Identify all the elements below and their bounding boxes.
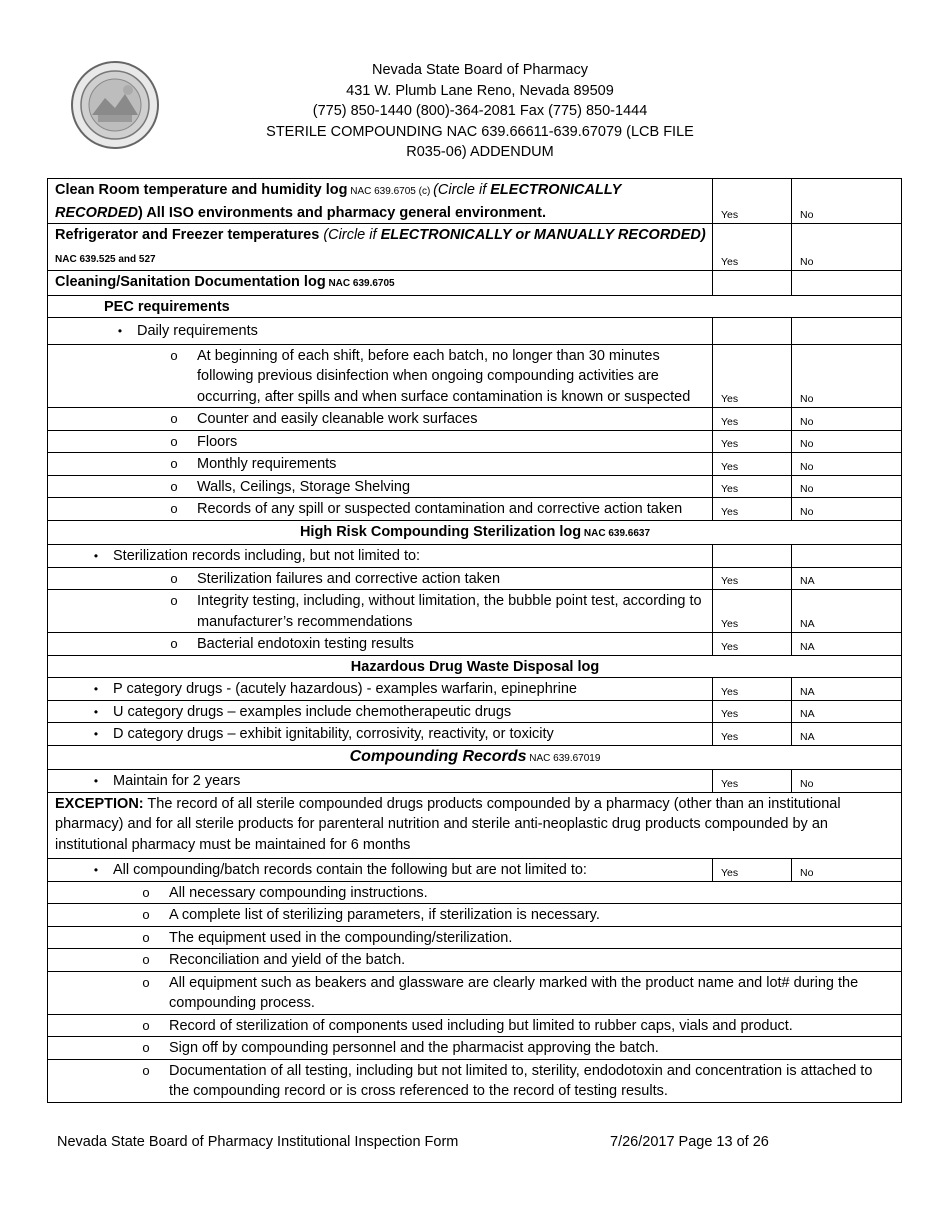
circle-bullet-icon: o (170, 478, 178, 494)
list-item (48, 723, 713, 746)
circle-bullet-icon: o (142, 929, 150, 945)
no-option[interactable]: No (792, 430, 902, 453)
circle-bullet-icon: o (170, 347, 178, 363)
table-row (48, 224, 902, 271)
list-item (48, 498, 713, 521)
list-item (48, 904, 902, 927)
table-row (48, 1059, 902, 1102)
circle-bullet-icon: o (142, 1062, 150, 1078)
no-option[interactable]: No (792, 224, 902, 271)
circle-bullet-icon: o (142, 884, 150, 900)
item-text: U category drugs – examples include chemotherapeutic drugs (113, 703, 512, 720)
item-text: Records of any spill or suspected contamination and corrective action taken (197, 501, 683, 517)
yes-option[interactable]: Yes (713, 475, 792, 498)
list-item (48, 949, 902, 972)
item-text: All necessary compounding instructions. (169, 884, 428, 901)
empty-cell (792, 545, 902, 568)
circle-bullet-icon: o (170, 593, 178, 608)
circle-bullet-icon: o (142, 952, 150, 967)
no-option[interactable]: No (792, 344, 902, 408)
form-title-line2: R035-06) ADDENDUM (406, 144, 554, 160)
yes-option[interactable]: Yes (713, 723, 792, 746)
list-item (48, 1059, 902, 1102)
list-item (48, 453, 713, 476)
table-row (48, 453, 902, 476)
list-item (48, 971, 902, 1014)
item-text: Floors (197, 433, 238, 450)
table-row (48, 904, 902, 927)
board-phone: (775) 850-1440 (800)-364-2081 Fax (775) 850-1444 (312, 103, 648, 119)
yes-option[interactable]: Yes (713, 567, 792, 590)
no-option[interactable]: No (792, 770, 902, 793)
circle-bullet-icon: o (170, 433, 178, 449)
section-title: High Risk Compounding Sterilization log (299, 523, 582, 540)
yes-option[interactable]: Yes (713, 453, 792, 476)
empty-cell (792, 271, 902, 296)
item-text: All compounding/batch records contain the following but are not limited to: (113, 862, 587, 878)
refrigerator-title: Refrigerator and Freezer temperatures (55, 227, 320, 243)
no-option[interactable]: No (792, 453, 902, 476)
cleaning-cell (48, 271, 713, 296)
yes-option[interactable]: Yes (713, 859, 792, 882)
list-item (48, 590, 713, 633)
bullet-icon: • (117, 324, 123, 338)
bullet-icon: • (93, 549, 99, 563)
item-text: Monthly requirements (197, 456, 337, 472)
item-text: Integrity testing, including, without limitation, the bubble point test, according to manufacturer’s recommendations (197, 593, 702, 630)
table-row (48, 271, 902, 296)
nac-ref: NAC 639.6705 (325, 278, 395, 289)
hazardous-heading: Hazardous Drug Waste Disposal log (48, 655, 902, 678)
item-text: Bacterial endotoxin testing results (197, 636, 414, 652)
circle-bullet-icon: o (170, 501, 178, 516)
table-row (48, 567, 902, 590)
empty-cell (713, 318, 792, 345)
table-row (48, 745, 902, 770)
yes-option[interactable]: Yes (713, 430, 792, 453)
yes-option[interactable]: Yes (713, 633, 792, 656)
yes-option[interactable]: Yes (713, 700, 792, 723)
table-row (48, 545, 902, 568)
yes-option[interactable]: Yes (713, 770, 792, 793)
list-item (48, 633, 713, 656)
yes-option[interactable]: Yes (713, 179, 792, 224)
circle-bullet-icon: o (170, 570, 178, 586)
table-row (48, 1014, 902, 1037)
pec-requirements: PEC requirements (48, 295, 902, 318)
empty-cell (792, 318, 902, 345)
list-item (48, 430, 713, 453)
list-item (48, 926, 902, 949)
item-text: Counter and easily cleanable work surfaces (197, 411, 478, 427)
item-text: D category drugs – exhibit ignitability, corrosivity, reactivity, or toxicity (113, 726, 554, 742)
item-text: Reconciliation and yield of the batch. (169, 952, 406, 968)
nac-ref: NAC 639.525 and 527 (55, 253, 156, 265)
board-address: 431 W. Plumb Lane Reno, Nevada 89509 (346, 82, 614, 99)
bullet-icon: • (93, 682, 99, 696)
bullet-icon: • (93, 727, 99, 741)
table-row (48, 295, 902, 318)
item-text: The equipment used in the compounding/sterilization. (169, 929, 513, 946)
table-row (48, 1037, 902, 1060)
list-item (48, 567, 713, 590)
high-risk-heading (48, 520, 902, 545)
item-text: Sterilization failures and corrective action taken (197, 570, 501, 587)
clean-room-title: Clean Room temperature and humidity log (55, 182, 348, 198)
circle-note-bold: ELECTRONICALLY RECORDED (55, 182, 622, 221)
letterhead (160, 60, 800, 163)
no-option[interactable]: No (792, 498, 902, 521)
item-text: Documentation of all testing, including but not limited to, sterility, endodotoxin and concentration is attached to the compounding record or is cross referenced to the record of testing results. (169, 1062, 873, 1099)
circle-note: (Circle if (319, 227, 381, 243)
cleaning-title: Cleaning/Sanitation Documentation log (55, 274, 326, 290)
exception-text: The record of all sterile compounded drugs products compounded by a pharmacy (other than an institutional pharmacy) and for all sterile products for parenteral nutrition and sterile anti-neoplastic drug products compounded by an institutional pharmacy must be maintained for 6 months (55, 795, 841, 853)
table-row (48, 655, 902, 678)
table-row (48, 475, 902, 498)
list-item (48, 408, 713, 431)
daily-cell (48, 318, 713, 345)
compounding-records-heading (48, 745, 902, 770)
no-option[interactable]: No (792, 408, 902, 431)
list-item (48, 475, 713, 498)
table-row (48, 792, 902, 859)
na-option[interactable]: NA (792, 700, 902, 723)
item-text: Sterilization records including, but not limited to: (113, 548, 421, 564)
yes-option[interactable]: Yes (713, 498, 792, 521)
item-text: At beginning of each shift, before each batch, no longer than 30 minutes following previous disinfection when ongoing compounding activities are occurring, after spills and when surface contamination is known or suspected (197, 347, 691, 405)
table-row (48, 633, 902, 656)
list-item (48, 1037, 902, 1060)
item-text: Record of sterilization of components used including but limited to rubber caps, vials and product. (169, 1017, 793, 1034)
list-item (48, 678, 713, 701)
empty-cell (713, 271, 792, 296)
empty-cell (713, 545, 792, 568)
no-option[interactable]: No (792, 475, 902, 498)
na-option[interactable]: NA (792, 678, 902, 701)
list-item (48, 1014, 902, 1037)
no-option[interactable]: No (792, 179, 902, 224)
na-option[interactable]: NA (792, 590, 902, 633)
table-row (48, 498, 902, 521)
table-row (48, 700, 902, 723)
refrigerator-cell (48, 224, 713, 271)
circle-bullet-icon: o (142, 907, 150, 922)
yes-option[interactable]: Yes (713, 678, 792, 701)
footer-page-info: 7/26/2017 Page 13 of 26 (610, 1134, 769, 1150)
list-item (48, 545, 713, 568)
clean-room-scope: All ISO environments and pharmacy general environment. (142, 204, 546, 221)
yes-option[interactable]: Yes (713, 224, 792, 271)
table-row (48, 859, 902, 882)
item-text: P category drugs - (acutely hazardous) - examples warfarin, epinephrine (113, 681, 577, 697)
nevada-state-seal-icon (70, 60, 160, 150)
table-row (48, 949, 902, 972)
clean-room-cell (48, 179, 713, 224)
circle-note-bold: ELECTRONICALLY or MANUALLY RECORDED) (380, 227, 706, 243)
list-item (48, 344, 713, 408)
nac-ref: NAC 639.6705 (c) (347, 186, 434, 197)
circle-note-end: ) (137, 204, 143, 221)
circle-bullet-icon: o (170, 411, 178, 426)
na-option[interactable]: NA (792, 633, 902, 656)
item-text: Sign off by compounding personnel and the pharmacist approving the batch. (169, 1040, 659, 1056)
yes-option[interactable]: Yes (713, 408, 792, 431)
table-row (48, 723, 902, 746)
list-item (48, 881, 902, 904)
yes-option[interactable]: Yes (713, 344, 792, 408)
form-title-line1: STERILE COMPOUNDING NAC 639.66611-639.67079 (LCB FILE (266, 123, 694, 140)
circle-note: (Circle if (433, 182, 491, 198)
table-row (48, 678, 902, 701)
exception-label: EXCEPTION: (55, 795, 144, 812)
item-text: A complete list of sterilizing parameters, if sterilization is necessary. (169, 907, 600, 923)
table-row (48, 520, 902, 545)
daily-requirements: Daily requirements (137, 323, 258, 339)
exception-cell (48, 792, 902, 859)
na-option[interactable]: NA (792, 567, 902, 590)
board-name: Nevada State Board of Pharmacy (371, 62, 588, 78)
circle-bullet-icon: o (142, 1040, 150, 1055)
list-item (48, 859, 713, 882)
footer-form-name: Nevada State Board of Pharmacy Institutional Inspection Form (57, 1134, 459, 1150)
table-row (48, 590, 902, 633)
nac-ref: NAC 639.67019 (526, 752, 601, 764)
circle-bullet-icon: o (170, 636, 178, 651)
inspection-table (47, 178, 902, 1103)
table-row (48, 179, 902, 224)
section-title: Compounding Records (349, 747, 527, 765)
table-row (48, 430, 902, 453)
bullet-icon: • (93, 774, 99, 788)
nac-ref: NAC 639.6637 (581, 527, 651, 539)
table-row (48, 408, 902, 431)
item-text: Walls, Ceilings, Storage Shelving (197, 478, 411, 495)
table-row (48, 971, 902, 1014)
circle-bullet-icon: o (142, 1017, 150, 1033)
item-text: Maintain for 2 years (113, 773, 241, 789)
na-option[interactable]: NA (792, 723, 902, 746)
bullet-icon: • (93, 863, 99, 877)
list-item (48, 700, 713, 723)
bullet-icon: • (93, 704, 99, 719)
table-row (48, 770, 902, 793)
circle-bullet-icon: o (142, 974, 150, 990)
item-text: All equipment such as beakers and glassware are clearly marked with the product name and lot# during the compounding process. (169, 974, 859, 1011)
circle-bullet-icon: o (170, 456, 178, 471)
yes-option[interactable]: Yes (713, 590, 792, 633)
table-row (48, 926, 902, 949)
no-option[interactable]: No (792, 859, 902, 882)
table-row (48, 881, 902, 904)
list-item (48, 770, 713, 793)
table-row (48, 318, 902, 345)
table-row (48, 344, 902, 408)
